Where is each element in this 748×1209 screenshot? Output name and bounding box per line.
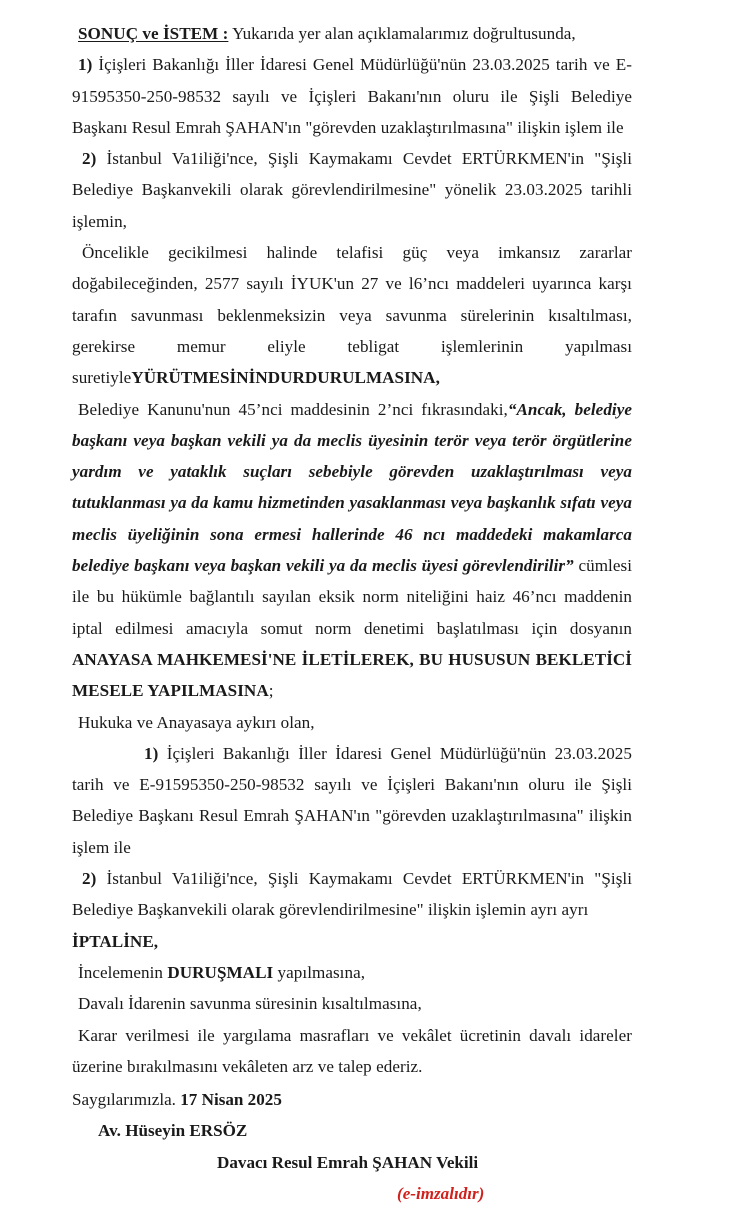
- document-body: [72, 18, 632, 1209]
- closing-date: 17 Nisan 2025: [180, 1090, 282, 1110]
- attorney-name: Av. Hüseyin ERSÖZ: [98, 1121, 248, 1141]
- constitutional-referral-paragraph: [72, 394, 632, 707]
- request-item-1-text: İçişleri Bakanlığı İller İdaresi Genel Müdürlüğü'nün 23.03.2025 tarih ve E-91595350-250-98532 sayılı ve İçişleri Bakanı'nın oluru ile Şişli Belediye Başkanı Resul Emrah ŞAHAN'ın "görevden uzaklaştırılmasına" ilişkin işlem ile: [72, 55, 632, 137]
- signature-block: [72, 1084, 632, 1209]
- closing-salutation: Saygılarımızla.: [72, 1090, 181, 1110]
- request-item-2: [72, 143, 632, 237]
- annulment-item-2: [72, 863, 632, 926]
- defense-period-paragraph: [72, 988, 632, 1019]
- hearing-request-pre: İncelemenin: [78, 962, 168, 982]
- annulment-lead-paragraph: [72, 707, 632, 738]
- request-item-2-marker: 2): [82, 149, 97, 169]
- annulment-lead-text: Hukuka ve Anayasaya aykırı olan,: [78, 712, 315, 732]
- request-item-1: [72, 49, 632, 143]
- constitutional-referral-after-quote: cümlesi ile bu hükümle bağlantılı sayılan eksik norm niteliğini haiz 46’ncı maddenin iptal edilmesi amacıyla somut norm denetimi başlatılması için dosyanın: [72, 556, 632, 638]
- request-item-2-text: İstanbul Va1iliği'nce, Şişli Kaymakamı Cevdet ERTÜRKMEN'in "Şişli Belediye Başkanvekili olarak görevlendirilmesine" yönelik 23.03.2025 tarihli işlemin,: [72, 149, 632, 231]
- annulment-item-1: [72, 738, 632, 863]
- costs-paragraph: [72, 1020, 632, 1083]
- constitutional-referral-demand: ANAYASA MAHKEMESİ'NE İLETİLEREK, BU HUSUSUN BEKLETİCİ MESELE YAPILMASINA: [72, 649, 632, 701]
- conclusion-heading-intro: Yukarıda yer alan açıklamalarımız doğrultusunda,: [228, 24, 576, 43]
- hearing-request-post: yapılmasına,: [273, 962, 366, 982]
- closing-salutation-line: [72, 1084, 632, 1115]
- annulment-item-1-text: İçişleri Bakanlığı İller İdaresi Genel Müdürlüğü'nün 23.03.2025 tarih ve E-91595350-250-98532 sayılı ve İçişleri Bakanı'nın oluru ile Şişli Belediye Başkanı Resul Emrah ŞAHAN'ın "görevden uzaklaştırılmasına" ilişkin işlem ile: [72, 743, 632, 857]
- stay-of-execution-paragraph: [72, 237, 632, 393]
- stay-of-execution-body: Öncelikle gecikilmesi halinde telafisi güç veya imkansız zararlar doğabileceğinden, 2577 sayılı İYUK'un 27 ve l6’ncı maddeleri uyarınca karşı tarafın savunması beklenmeksizin veya savunma sürelerinin kısaltılması, gerekirse memur eliyle tebligat işlemlerinin yapılması suretiyle: [72, 243, 632, 388]
- stay-of-execution-demand: YÜRÜTMESİNİNDURDURULMASINA,: [131, 368, 440, 388]
- constitutional-referral-terminator: ;: [268, 681, 274, 701]
- annulment-item-1-marker: 1): [144, 743, 159, 763]
- annulment-demand: İPTALİNE,: [72, 931, 159, 951]
- esignature-note: (e-imzalıdır): [397, 1183, 485, 1203]
- conclusion-heading-label: SONUÇ ve İSTEM :: [78, 24, 229, 43]
- annulment-item-2-text: İstanbul Va1iliği'nce, Şişli Kaymakamı Cevdet ERTÜRKMEN'in "Şişli Belediye Başkanvekili olarak görevlendirilmesine" ilişkin işlemin ayrı ayrı: [72, 869, 632, 920]
- conclusion-heading-paragraph: [72, 18, 632, 49]
- annulment-demand-paragraph: [72, 926, 632, 957]
- law-article-quote: “Ancak, belediye başkanı veya başkan vekili ya da meclis üyesinin terör veya terör örgütlerine yardım ve yataklık suçları sebebiyle görevden uzaklaştırılması veya tutuklanması ya da kamu hizmetinden yasaklanması veya başkanlık sıfatı veya meclis üyeliğinin sona ermesi hallerinde 46 ncı maddedeki makamlarca belediye başkanı veya başkan vekili ya da meclis üyesi görevlendirilir”: [72, 399, 632, 576]
- constitutional-referral-lead: Belediye Kanunu'nun 45’nci maddesinin 2’nci fıkrasındaki,: [78, 399, 508, 419]
- costs-text: Karar verilmesi ile yargılama masrafları ve vekâlet ücretinin davalı idareler üzerine bırakılmasını vekâleten arz ve talep ederiz.: [72, 1025, 632, 1076]
- hearing-request-paragraph: [72, 957, 632, 988]
- hearing-request-emphasis: DURUŞMALI: [167, 962, 274, 982]
- defense-period-text: Davalı İdarenin savunma süresinin kısaltılmasına,: [78, 994, 422, 1014]
- request-item-1-marker: 1): [78, 55, 93, 75]
- annulment-item-2-marker: 2): [82, 869, 97, 889]
- attorney-role: Davacı Resul Emrah ŞAHAN Vekili: [217, 1152, 479, 1172]
